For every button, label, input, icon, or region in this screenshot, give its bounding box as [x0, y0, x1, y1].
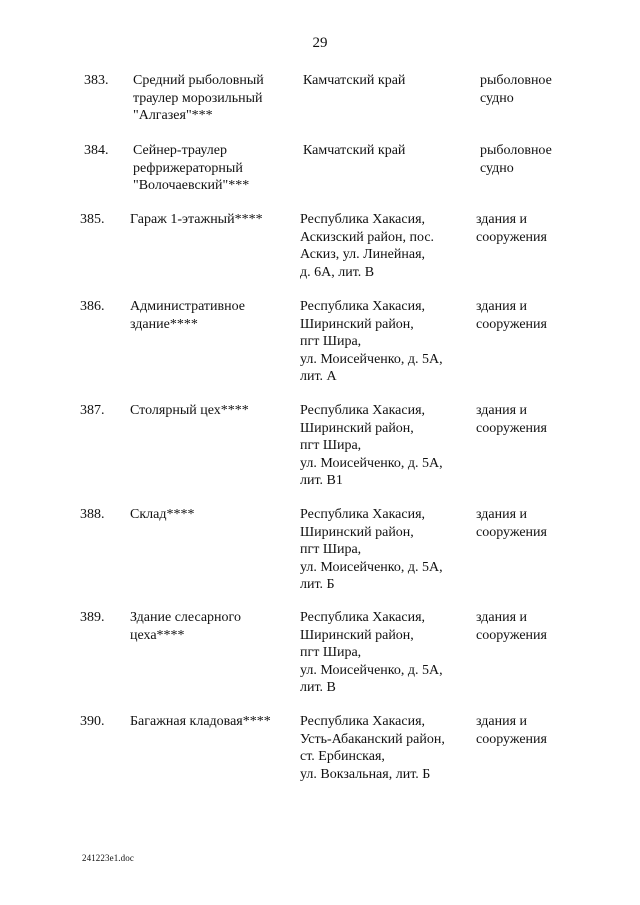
list-item-388 [0, 506, 640, 606]
entry-location: Камчатский край [303, 73, 406, 88]
entry-type: здания и сооружения [476, 507, 547, 540]
list-item-385 [0, 211, 640, 311]
entry-location: Республика Хакасия, Аскизский район, пос. Аскиз, ул. Линейная, д. 6А, лит. В [300, 212, 435, 280]
entry-type: здания и сооружения [476, 212, 547, 245]
entry-name: Здание слесарного цеха**** [130, 610, 241, 643]
entry-type: здания и сооружения [476, 714, 547, 747]
entry-number: 386. [80, 299, 105, 314]
entry-location: Республика Хакасия, Ширинский район, пгт Шира, ул. Моисейченко, д. 5А, лит. В [300, 610, 443, 695]
entry-location: Республика Хакасия, Ширинский район, пгт Шира, ул. Моисейченко, д. 5А, лит. Б [300, 507, 443, 592]
list-item-389 [0, 609, 640, 709]
entry-number: 390. [80, 714, 105, 729]
entry-location: Республика Хакасия, Ширинский район, пгт Шира, ул. Моисейченко, д. 5А, лит. А [300, 299, 443, 384]
entry-type: здания и сооружения [476, 299, 547, 332]
entry-name: Багажная кладовая**** [130, 714, 271, 729]
entry-type: здания и сооружения [476, 610, 547, 643]
entry-location: Республика Хакасия, Ширинский район, пгт Шира, ул. Моисейченко, д. 5А, лит. В1 [300, 403, 443, 488]
entry-name: Средний рыболовный траулер морозильный "Алгазея"*** [133, 73, 264, 123]
entry-number: 383. [84, 73, 109, 88]
entry-type: рыболовное судно [480, 73, 552, 106]
entry-type: рыболовное судно [480, 143, 552, 176]
entry-type: здания и сооружения [476, 403, 547, 436]
entry-number: 389. [80, 610, 105, 625]
entry-name: Сейнер-траулер рефрижераторный "Волочаевский"*** [133, 143, 250, 193]
page-number: 29 [312, 35, 328, 51]
entry-location: Камчатский край [303, 143, 406, 158]
entry-name: Гараж 1-этажный**** [130, 212, 263, 227]
entry-name: Административное здание**** [130, 299, 246, 332]
entry-location: Республика Хакасия, Усть-Абаканский район, ст. Ербинская, ул. Вокзальная, лит. Б [300, 714, 445, 782]
entry-number: 385. [80, 212, 105, 227]
list-item-390 [0, 713, 640, 813]
document-filename: 241223e1.doc [82, 853, 134, 863]
list-item-386 [0, 298, 640, 398]
entry-name: Столярный цех**** [130, 403, 249, 418]
entry-name: Склад**** [130, 507, 195, 522]
entry-number: 387. [80, 403, 105, 418]
entry-number: 388. [80, 507, 105, 522]
list-item-387 [0, 402, 640, 502]
entry-number: 384. [84, 143, 109, 158]
